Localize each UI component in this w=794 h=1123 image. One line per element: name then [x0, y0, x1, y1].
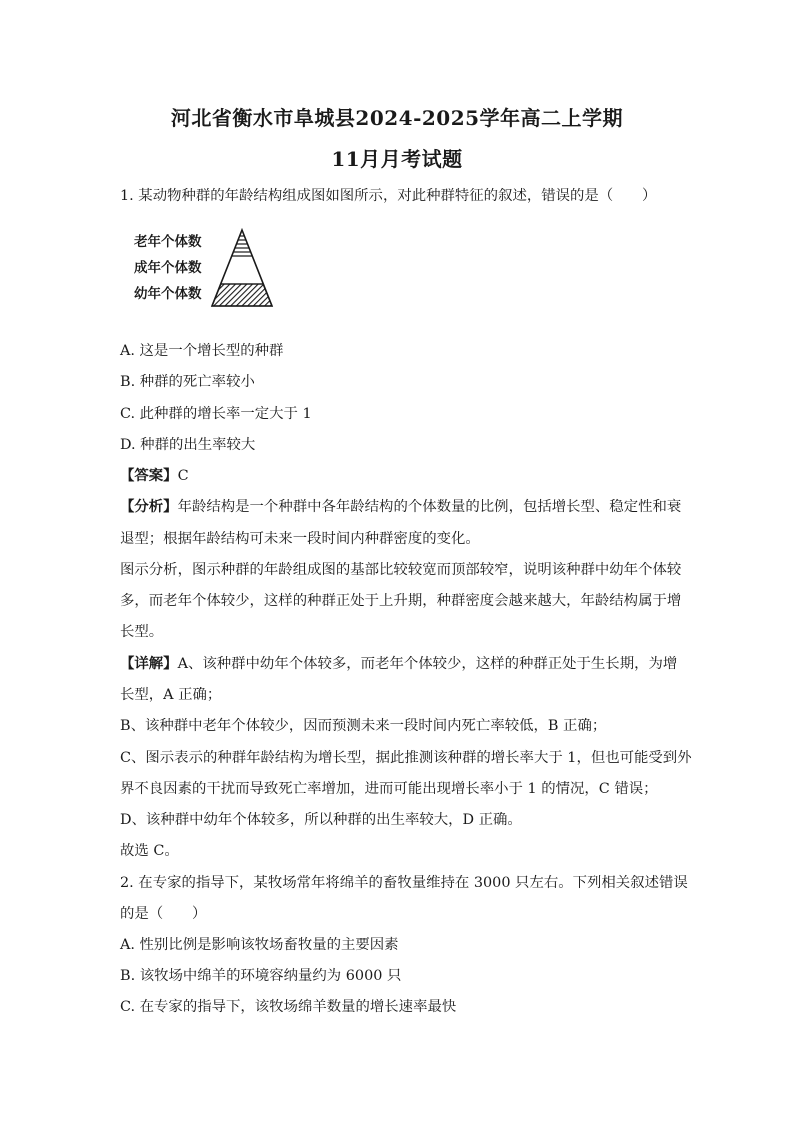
q2-stem-line-1: 2. 在专家的指导下，某牧场常年将绵羊的畜牧量维持在 3000 只左右。下列相关叙述错误 — [120, 875, 688, 891]
figure-label-elderly: 老年个体数 — [134, 234, 202, 250]
q1-detail-line-5: 界不良因素的干扰而导致死亡率增加，进而可能出现增长率小于 1 的情况，C 错误； — [120, 781, 658, 797]
answer-label: 【答案】 — [120, 467, 178, 484]
q1-analysis-line-5: 长型。 — [120, 624, 164, 640]
answer-value: C — [177, 468, 189, 484]
q1-option-a: A. 这是一个增长型的种群 — [120, 343, 284, 359]
age-pyramid-icon — [206, 228, 278, 308]
q1-answer — [120, 466, 680, 486]
figure-label-adult: 成年个体数 — [134, 260, 202, 276]
q1-analysis-line-3: 图示分析，图示种群的年龄组成图的基部比较较宽而顶部较窄，说明该种群中幼年个体较 — [120, 562, 682, 578]
q1-detail-line-3: B、该种群中老年个体较少，因而预测未来一段时间内死亡率较低，B 正确； — [120, 718, 607, 734]
q1-stem: 1. 某动物种群的年龄结构组成图如图所示，对此种群特征的叙述，错误的是（ ） — [120, 188, 657, 204]
age-structure-figure — [134, 228, 284, 310]
figure-label-juvenile: 幼年个体数 — [134, 286, 202, 302]
q1-option-c: C. 此种群的增长率一定大于 1 — [120, 406, 312, 422]
page-title-line-2: 11月月考试题 — [331, 147, 463, 171]
q1-analysis-line-4: 多，而老年个体较少，这样的种群正处于上升期，种群密度会越来越大，年龄结构属于增 — [120, 593, 682, 609]
detail-label: 【详解】 — [120, 655, 178, 672]
q1-option-d: D. 种群的出生率较大 — [120, 437, 256, 453]
q2-option-c: C. 在专家的指导下，该牧场绵羊数量的增长速率最快 — [120, 999, 457, 1015]
q1-detail-line-4: C、图示表示的种群年龄结构为增长型，据此推测该种群的增长率大于 1，但也可能受到外 — [120, 750, 692, 766]
q1-analysis-line-1: 【分析】年龄结构是一个种群中各年龄结构的个体数量的比例，包括增长型、稳定性和衰 — [120, 498, 682, 515]
q1-detail-line-2: 长型，A 正确； — [120, 687, 222, 703]
page-title-line-1: 河北省衡水市阜城县2024-2025学年高二上学期 — [170, 106, 624, 130]
q1-conclusion: 故选 C。 — [120, 843, 179, 859]
pyramid-bottom-band — [212, 284, 272, 306]
analysis-label: 【分析】 — [120, 498, 178, 515]
q2-option-a: A. 性别比例是影响该牧场畜牧量的主要因素 — [120, 937, 399, 953]
q2-stem-line-2: 的是（ ） — [120, 906, 207, 922]
q1-detail-line-6: D、该种群中幼年个体较多，所以种群的出生率较大，D 正确。 — [120, 812, 522, 828]
q1-detail-line-1: 【详解】A、该种群中幼年个体较多，而老年个体较少，这样的种群正处于生长期，为增 — [120, 655, 678, 672]
q1-option-b: B. 种群的死亡率较小 — [120, 374, 255, 390]
q1-analysis-line-2: 退型；根据年龄结构可未来一段时间内种群密度的变化。 — [120, 531, 480, 547]
q2-option-b: B. 该牧场中绵羊的环境容纳量约为 6000 只 — [120, 968, 402, 984]
